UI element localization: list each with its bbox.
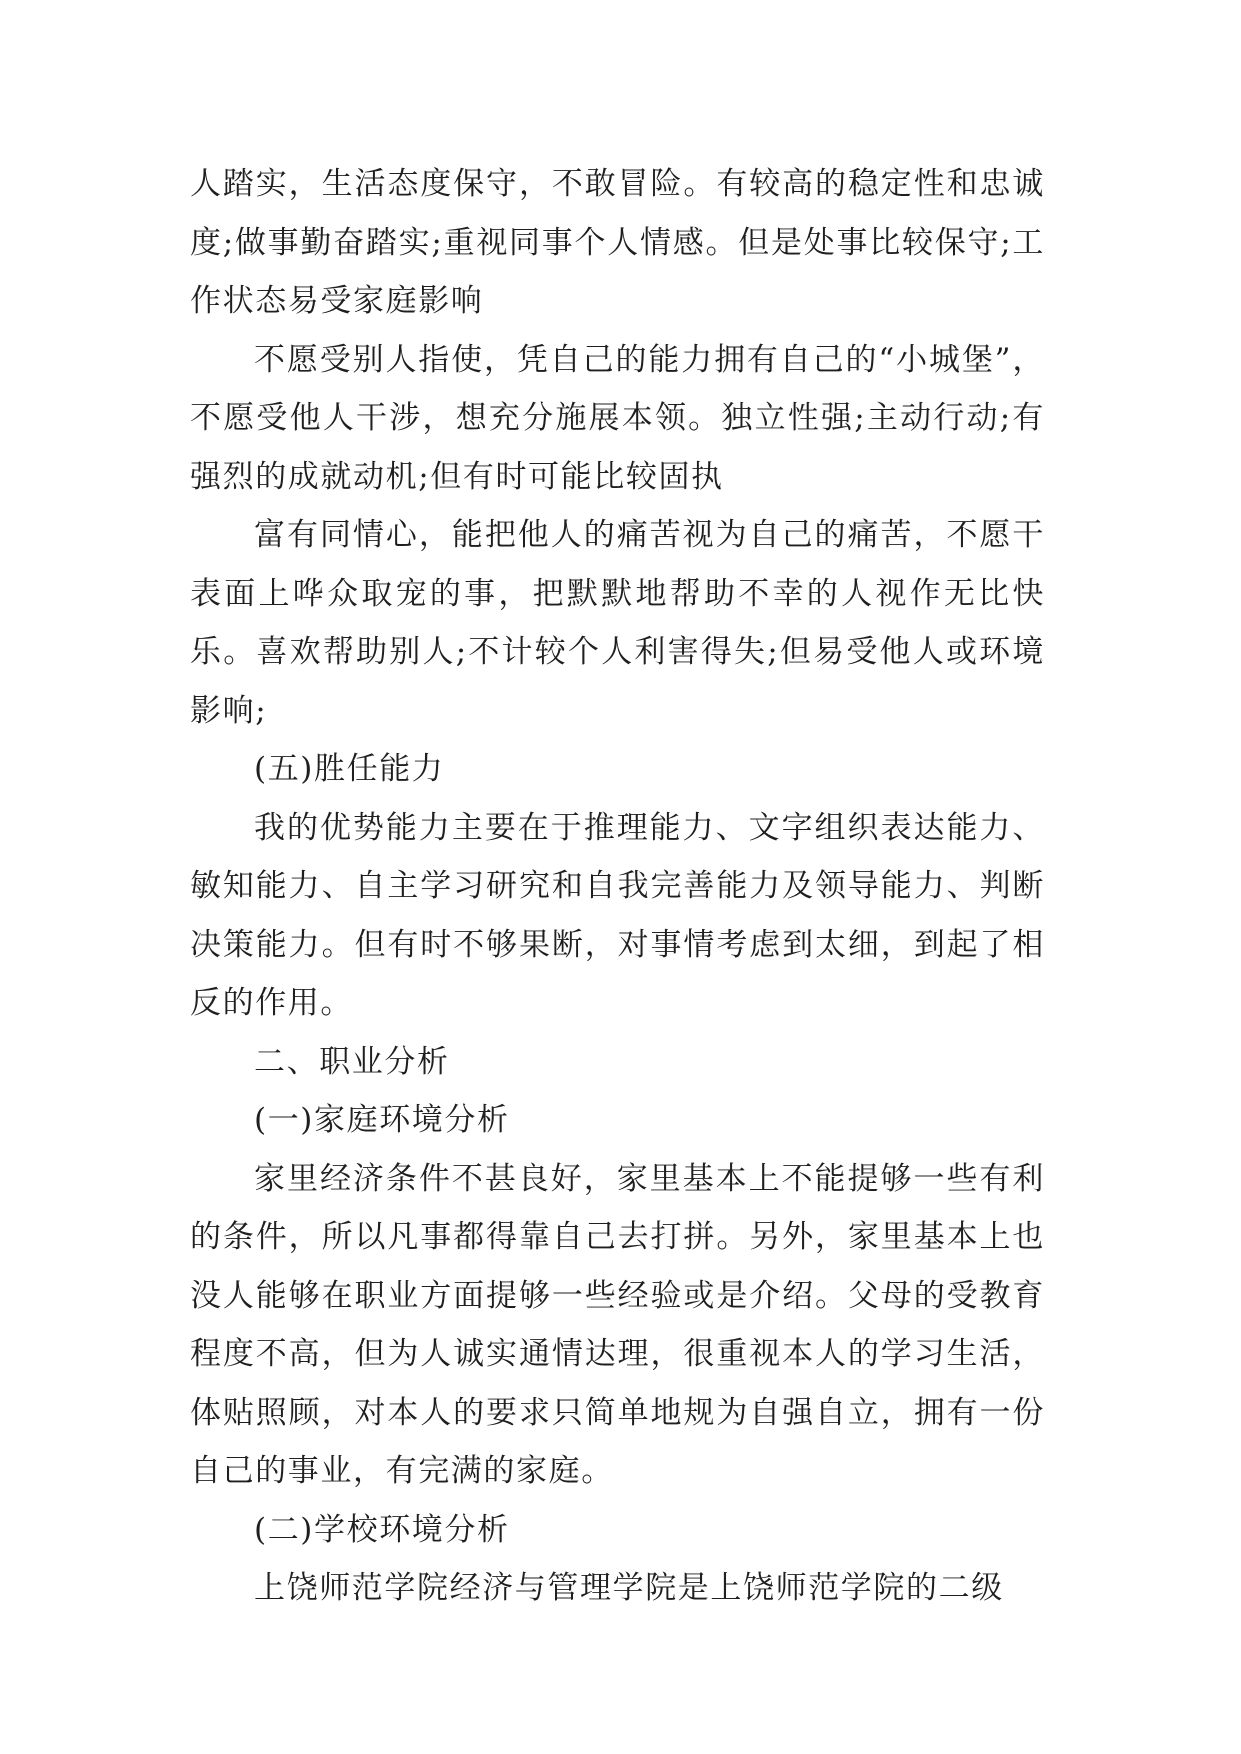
paragraph-personality-conservative: 人踏实，生活态度保守，不敢冒险。有较高的稳定性和忠诚度;做事勤奋踏实;重视同事个人情感。但是处事比较保守;工作状态易受家庭影响 xyxy=(190,166,1045,319)
heading-competence: (五)胜任能力 xyxy=(254,751,445,787)
heading-school-environment: (二)学校环境分析 xyxy=(254,1511,510,1548)
document-page xyxy=(190,155,1045,1618)
paragraph-school-environment: 上饶师范学院经济与管理学院是上饶师范学院的二级 xyxy=(254,1570,1004,1606)
paragraph-competence: 我的优势能力主要在于推理能力、文字组织表达能力、敏知能力、自主学习研究和自我完善能力及领导能力、判断决策能力。但有时不够果断，对事情考虑到太细，到起了相反的作用。 xyxy=(190,809,1045,1021)
paragraph-family-environment: 家里经济条件不甚良好，家里基本上不能提够一些有利的条件，所以凡事都得靠自己去打拼。另外，家里基本上也没人能够在职业方面提够一些经验或是介绍。父母的受教育程度不高，但为人诚实通情达理，很重视本人的学习生活，体贴照顾，对本人的要求只简单地规为自强自立，拥有一份自己的事业，有完满的家庭。 xyxy=(190,1160,1045,1489)
heading-career-analysis: 二、职业分析 xyxy=(254,1043,450,1080)
paragraph-personality-independent: 不愿受别人指使，凭自己的能力拥有自己的“小城堡”，不愿受他人干涉，想充分施展本领。独立性强;主动行动;有强烈的成就动机;但有时可能比较固执 xyxy=(190,341,1045,495)
heading-family-environment: (一)家庭环境分析 xyxy=(254,1102,510,1138)
paragraph-personality-sympathetic: 富有同情心，能把他人的痛苦视为自己的痛苦，不愿干表面上哗众取宠的事，把默默地帮助不幸的人视作无比快乐。喜欢帮助别人;不计较个人利害得失;但易受他人或环境影响; xyxy=(190,517,1045,729)
